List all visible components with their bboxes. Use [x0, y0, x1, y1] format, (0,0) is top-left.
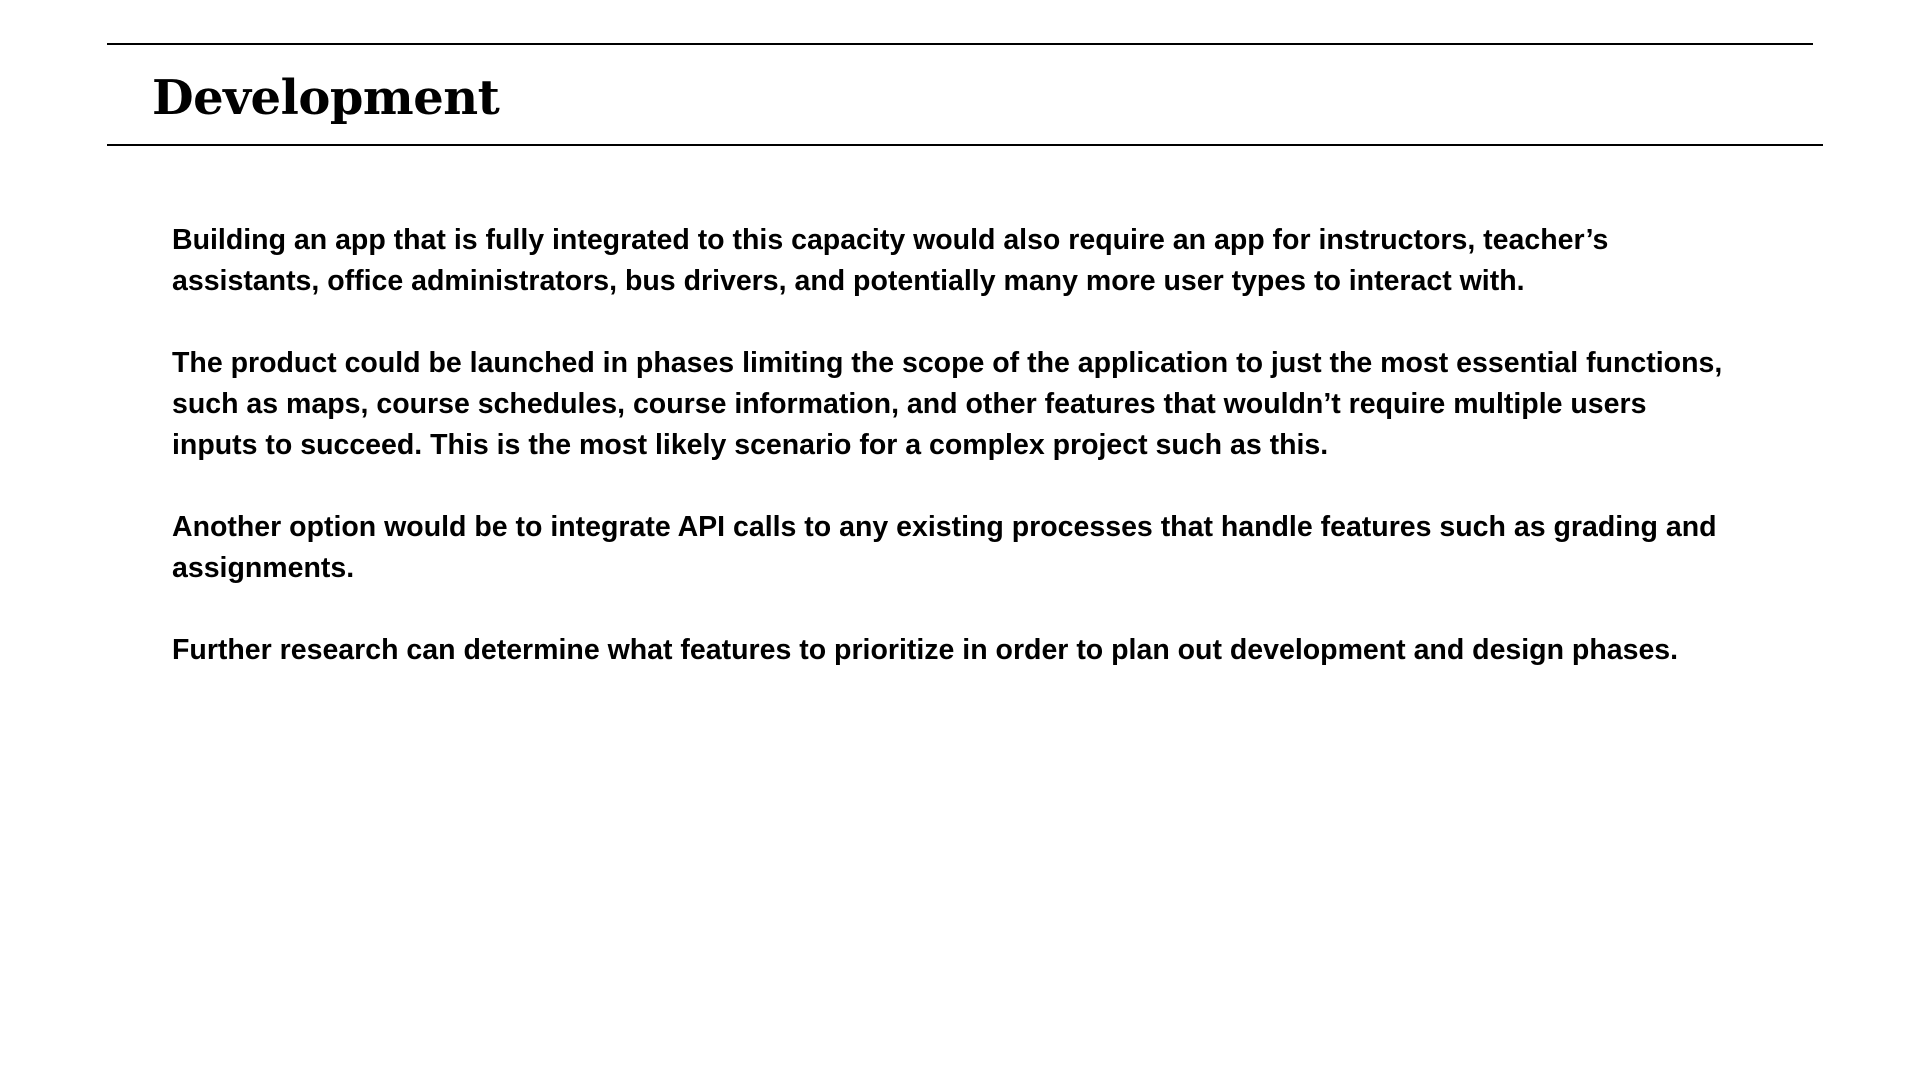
paragraph-phased-launch: The product could be launched in phases limiting the scope of the application to just the most essential functions, such as maps, course schedules, course information, and other features that wouldn’t require multiple users inputs to succeed. This is the most likely scenario for a complex project such as this.	[172, 347, 1723, 461]
slide-body	[172, 220, 1732, 712]
slide-title: Development	[152, 70, 500, 126]
paragraph-api-integration: Another option would be to integrate API calls to any existing processes that handle features such as grading and assignments.	[172, 511, 1717, 584]
title-bottom-rule	[107, 144, 1823, 146]
paragraph-app-scope: Building an app that is fully integrated to this capacity would also require an app for instructors, teacher’s assistants, office administrators, bus drivers, and potentially many more user types to interact with.	[172, 224, 1609, 297]
title-top-rule	[107, 43, 1813, 45]
paragraph-further-research: Further research can determine what features to prioritize in order to plan out development and design phases.	[172, 634, 1679, 666]
